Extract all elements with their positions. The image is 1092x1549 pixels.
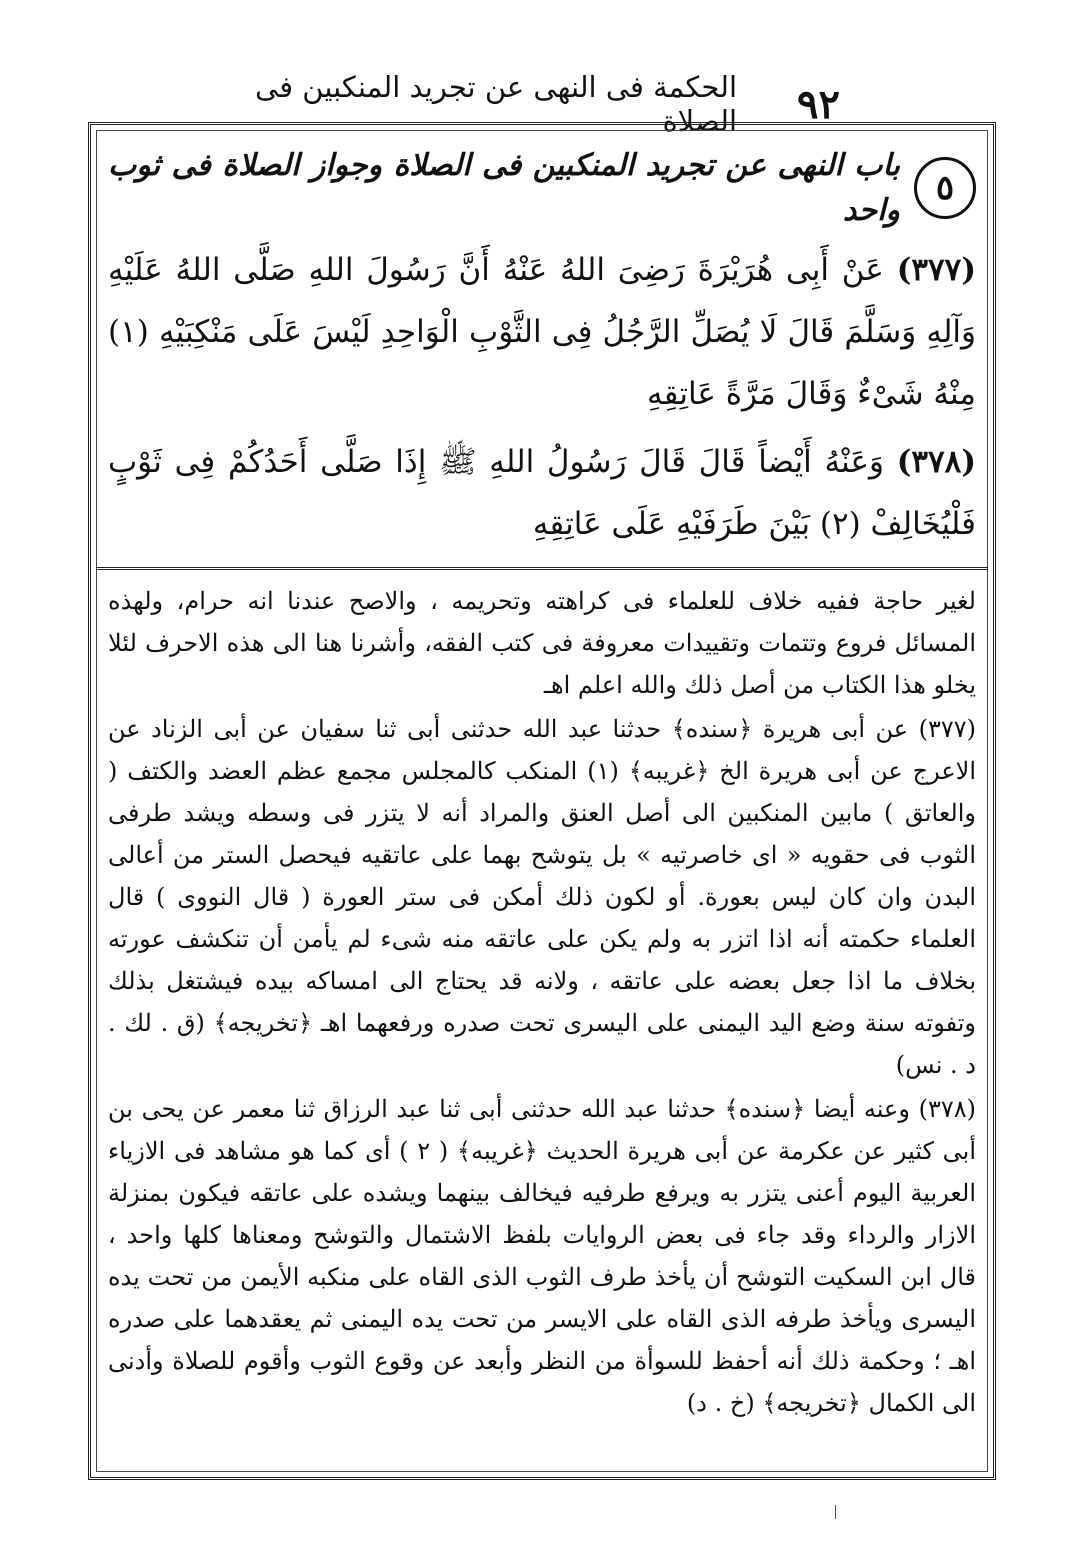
commentary-paragraph: (٣٧٧) عن أبى هريرة ﴿سنده﴾ حدثنا عبد الله حدثنى أبى ثنا سفيان عن أبى الزناد عن الاعرج عن أبى هريرة الخ ﴿غريبه﴾ (١) المنكب كالمجلس مجمع عظم العضد والكتف ( والعاتق ) مابين المنكبين الى أصل العنق والمراد أنه لا يتزر فى وسطه ويشد طرفى الثوب فى حقويه « اى خاصرتيه » بل يتوشح بهما على عاتقيه فيحصل الستر من أعالى البدن وان كان ليس بعورة. أو لكون ذلك أمكن فى ستر العورة ( قال النووى ) قال العلماء حكمته أنه اذا اتزر به ولم يكن على عاتقه منه شىء لم يأمن أن تنكشف عورته بخلاف ما اذا جعل بعضه على عاتقه ، ولانه قد يحتاج الى امساكه بيده فيشتغل بذلك وتفوته سنة وضع اليد اليمنى على اليسرى تحت صدره ورفعهما اهـ ﴿تخريجه﴾ (ق . لك . د . نس) [108,715,976,1079]
hadith-378 [108,431,976,555]
page-content [108,135,976,1426]
hadith-number: (٣٧٧) [896,252,976,288]
chapter-heading [108,143,976,233]
commentary [108,580,976,1424]
footer-mark [835,1505,840,1519]
hadith-text: عَنْ أَبِى هُرَيْرَةَ رَضِىَ اللهُ عَنْهُ أَنَّ رَسُولَ اللهِ صَلَّى اللهُ عَلَيْهِ وَآلِهِ وَسَلَّمَ قَالَ لَا يُصَلِّ الرَّجُلُ فِى الثَّوْبِ الْوَاحِدِ لَيْسَ عَلَى مَنْكِبَيْهِ (١) مِنْهُ شَىْءٌ وَقَالَ مَرَّةً عَاتِقِهِ [108,252,976,412]
hadith-377 [108,239,976,425]
commentary-paragraph: لغير حاجة ففيه خلاف للعلماء فى كراهته وتحريمه ، والاصح عندنا انه حرام، ولهذه المسائل فروع وتتمات وتقييدات معروفة فى كتب الفقه، وأشرنا هنا الى هذه الاحرف لئلا يخلو هذا الكتاب من أصل ذلك والله اعلم اهـ [108,587,976,699]
hadith-text: وَعَنْهُ أَيْضاً قَالَ قَالَ رَسُولُ اللهِ ﷺ إِذَا صَلَّى أَحَدُكُمْ فِى ثَوْبٍ فَلْيُخَالِفْ (٢) بَيْنَ طَرَفَيْهِ عَلَى عَاتِقِهِ [108,444,976,542]
hadith-number: (٣٧٨) [896,444,976,480]
chapter-title: باب النهى عن تجريد المنكبين فى الصلاة وجواز الصلاة فى ثوب واحد [108,148,900,228]
running-title: الحكمة فى النهى عن تجريد المنكبين فى الصلاة [255,70,738,138]
commentary-paragraph: (٣٧٨) وعنه أيضا ﴿سنده﴾ حدثنا عبد الله حدثنى أبى ثنا عبد الرزاق ثنا معمر عن يحى بن أبى كثير عن عكرمة عن أبى هريرة الحديث ﴿غريبه﴾ ( ٢ ) أى كما هو مشاهد فى الازياء العربية اليوم أعنى يتزر به ويرفع طرفيه فيخالف بينهما ويشده على عاتقه فيكون بمنزلة الازار والرداء وقد جاء فى بعض الروايات بلفظ الاشتمال والتوشح ومعناها كلها واحد ، قال ابن السكيت التوشح أن يأخذ طرف الثوب الذى القاه على منكبه الأيمن من تحت يده اليسرى ويأخذ طرفه الذى القاه على الايسر من تحت يده اليمنى ثم يعقدهما على صدره اهـ ؛ وحكمة ذلك أنه أحفظ للسوأة من النظر وأبعد عن وقوع الثوب وأقوم للصلاة وأدنى الى الكمال ﴿تخريجه﴾ (خ . د) [108,1095,976,1417]
page-number: ٩٢ [797,80,840,128]
chapter-number: ٥ [914,157,976,219]
section-divider [96,567,988,570]
